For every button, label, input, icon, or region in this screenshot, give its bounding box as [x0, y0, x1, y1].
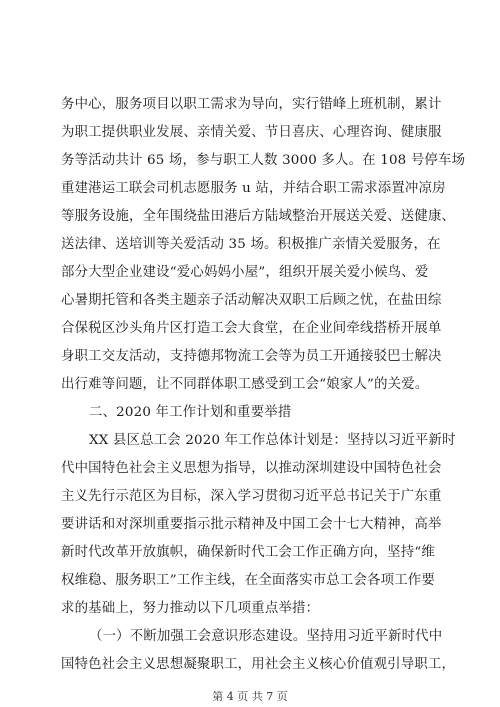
text-line: 务中心，服务项目以职工需求为导向，实行错峰上班机制，累计	[61, 97, 442, 112]
text-line: 重建港运工联会司机志愿服务 u 站，并结合职工需求添置冲凉房	[61, 181, 446, 196]
text-line: （一）不断加强工会意识形态建设。坚持用习近平新时代中	[89, 629, 443, 644]
text-line: 国特色社会主义思想凝聚职工，用社会主义核心价值观引导职工，	[61, 657, 456, 672]
text-line: 代中国特色社会主义思想为指导，以推动深圳建设中国特色社会	[61, 461, 442, 476]
section-heading: 二、2020 年工作计划和重要举措	[89, 405, 292, 420]
text-line: XX 县区总工会 2020 年工作总体计划是：坚持以习近平新时	[89, 433, 456, 448]
text-line: 新时代改革开放旗帜，确保新时代工会工作正确方向，坚持“维	[61, 545, 435, 560]
text-line: 权维稳、服务职工”工作主线，在全面落实市总工会各项工作要	[61, 573, 435, 588]
page-footer: 第 4 页 共 7 页	[212, 690, 288, 703]
text-line: 务等活动共计 65 场，参与职工人数 3000 多人。在 108 号停车场	[61, 153, 466, 168]
text-line: 心暑期托管和各类主题亲子活动解决双职工后顾之忧，在盐田综	[61, 293, 442, 308]
text-line: 合保税区沙头角片区打造工会大食堂，在企业间牵线搭桥开展单	[61, 321, 442, 336]
text-line: 为职工提供职业发展、亲情关爱、节日喜庆、心理咨询、健康服	[61, 125, 442, 140]
text-line: 身职工交友活动，支持德邦物流工会等为员工开通接驳巴士解决	[61, 349, 442, 364]
text-line: 要讲话和对深圳重要指示批示精神及中国工会十七大精神，高举	[61, 517, 442, 532]
text-line: 出行难等问题，让不同群体职工感受到工会“娘家人”的关爱。	[61, 377, 429, 392]
text-line: 等服务设施，全年围绕盐田港后方陆域整治开展送关爱、送健康、	[61, 209, 456, 224]
text-line: 送法律、送培训等关爱活动 35 场。积极推广亲情关爱服务，在	[61, 237, 441, 252]
text-line: 部分大型企业建设“爱心妈妈小屋”，组织开展关爱小候鸟、爱	[61, 265, 429, 280]
text-line: 求的基础上，努力推动以下几项重点举措：	[61, 601, 320, 616]
text-line: 主义先行示范区为目标，深入学习贯彻习近平总书记关于广东重	[61, 489, 442, 504]
